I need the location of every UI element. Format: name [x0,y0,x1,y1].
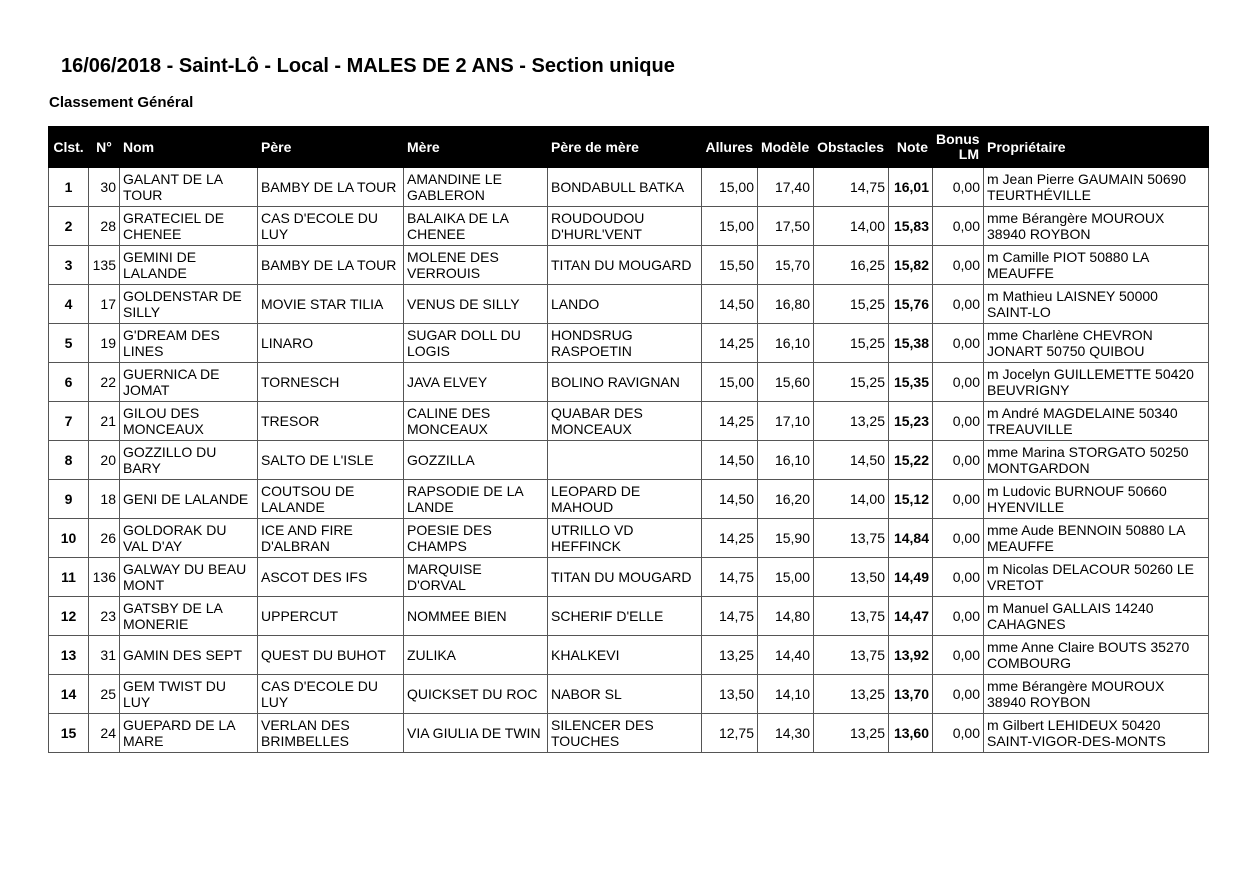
cell-number: 18 [89,480,120,519]
cell-obstacles: 13,75 [814,597,889,636]
page-title: 16/06/2018 - Saint-Lô - Local - MALES DE 2 ANS - Section unique [61,55,675,77]
col-header-number: N° [89,127,120,168]
cell-bonus: 0,00 [933,441,984,480]
cell-bonus: 0,00 [933,246,984,285]
cell-name: GOZZILLO DU BARY [120,441,258,480]
cell-gaits: 14,50 [702,480,758,519]
cell-name: G'DREAM DES LINES [120,324,258,363]
cell-owner: mme Bérangère MOUROUX 38940 ROYBON [984,207,1209,246]
cell-number: 30 [89,168,120,207]
cell-obstacles: 14,75 [814,168,889,207]
cell-obstacles: 14,00 [814,207,889,246]
table-row [49,636,1209,675]
col-header-dam: Mère [404,127,548,168]
cell-sire: TORNESCH [258,363,404,402]
cell-rank: 13 [49,636,89,675]
cell-rank: 10 [49,519,89,558]
cell-owner: m Mathieu LAISNEY 50000 SAINT-LO [984,285,1209,324]
cell-rank: 12 [49,597,89,636]
cell-rank: 8 [49,441,89,480]
cell-score: 16,01 [889,168,933,207]
table-row [49,558,1209,597]
cell-obstacles: 13,75 [814,636,889,675]
cell-model: 14,40 [758,636,814,675]
cell-model: 14,10 [758,675,814,714]
cell-dam-sire: LEOPARD DE MAHOUD [548,480,702,519]
cell-obstacles: 13,25 [814,402,889,441]
cell-owner: m Ludovic BURNOUF 50660 HYENVILLE [984,480,1209,519]
cell-model: 16,10 [758,324,814,363]
cell-gaits: 14,75 [702,558,758,597]
cell-number: 19 [89,324,120,363]
cell-rank: 4 [49,285,89,324]
cell-bonus: 0,00 [933,168,984,207]
cell-model: 16,10 [758,441,814,480]
table-row [49,324,1209,363]
cell-name: GILOU DES MONCEAUX [120,402,258,441]
cell-dam: QUICKSET DU ROC [404,675,548,714]
cell-dam-sire: HONDSRUG RASPOETIN [548,324,702,363]
cell-dam-sire: SILENCER DES TOUCHES [548,714,702,753]
cell-bonus: 0,00 [933,519,984,558]
table-row [49,285,1209,324]
table-row [49,480,1209,519]
table-row [49,207,1209,246]
cell-dam: VENUS DE SILLY [404,285,548,324]
cell-bonus: 0,00 [933,363,984,402]
cell-name: GUEPARD DE LA MARE [120,714,258,753]
cell-name: GENI DE LALANDE [120,480,258,519]
cell-owner: mme Charlène CHEVRON JONART 50750 QUIBOU [984,324,1209,363]
cell-number: 28 [89,207,120,246]
cell-dam: POESIE DES CHAMPS [404,519,548,558]
cell-rank: 9 [49,480,89,519]
cell-rank: 5 [49,324,89,363]
cell-gaits: 14,25 [702,519,758,558]
cell-name: GOLDORAK DU VAL D'AY [120,519,258,558]
cell-sire: COUTSOU DE LALANDE [258,480,404,519]
cell-obstacles: 13,25 [814,714,889,753]
cell-dam: SUGAR DOLL DU LOGIS [404,324,548,363]
cell-owner: m Manuel GALLAIS 14240 CAHAGNES [984,597,1209,636]
cell-bonus: 0,00 [933,324,984,363]
cell-score: 15,23 [889,402,933,441]
table-row [49,519,1209,558]
cell-sire: LINARO [258,324,404,363]
cell-dam: GOZZILLA [404,441,548,480]
cell-rank: 11 [49,558,89,597]
cell-gaits: 14,25 [702,402,758,441]
col-header-sire: Père [258,127,404,168]
cell-sire: CAS D'ECOLE DU LUY [258,675,404,714]
cell-name: GEMINI DE LALANDE [120,246,258,285]
cell-score: 14,84 [889,519,933,558]
col-header-model: Modèle [758,127,814,168]
cell-score: 15,76 [889,285,933,324]
cell-dam-sire: BOLINO RAVIGNAN [548,363,702,402]
table-row [49,246,1209,285]
cell-bonus: 0,00 [933,636,984,675]
cell-number: 20 [89,441,120,480]
cell-score: 15,83 [889,207,933,246]
cell-dam-sire: TITAN DU MOUGARD [548,558,702,597]
cell-number: 17 [89,285,120,324]
cell-gaits: 12,75 [702,714,758,753]
cell-rank: 3 [49,246,89,285]
cell-obstacles: 14,50 [814,441,889,480]
cell-model: 14,30 [758,714,814,753]
cell-dam-sire: LANDO [548,285,702,324]
cell-dam: VIA GIULIA DE TWIN [404,714,548,753]
cell-dam: JAVA ELVEY [404,363,548,402]
table-row [49,714,1209,753]
cell-rank: 7 [49,402,89,441]
cell-gaits: 15,00 [702,363,758,402]
cell-score: 14,47 [889,597,933,636]
cell-obstacles: 13,50 [814,558,889,597]
cell-model: 16,80 [758,285,814,324]
cell-sire: MOVIE STAR TILIA [258,285,404,324]
col-header-rank: Clst. [49,127,89,168]
cell-gaits: 14,25 [702,324,758,363]
cell-model: 17,40 [758,168,814,207]
section-title: Classement Général [49,94,194,111]
cell-sire: TRESOR [258,402,404,441]
cell-model: 16,20 [758,480,814,519]
cell-name: GEM TWIST DU LUY [120,675,258,714]
table-row [49,402,1209,441]
cell-model: 15,00 [758,558,814,597]
cell-dam-sire: ROUDOUDOU D'HURL'VENT [548,207,702,246]
cell-obstacles: 14,00 [814,480,889,519]
cell-gaits: 13,50 [702,675,758,714]
cell-owner: m Camille PIOT 50880 LA MEAUFFE [984,246,1209,285]
cell-model: 15,70 [758,246,814,285]
cell-owner: m Gilbert LEHIDEUX 50420 SAINT-VIGOR-DES-MONTS [984,714,1209,753]
cell-obstacles: 16,25 [814,246,889,285]
table-row [49,675,1209,714]
cell-model: 15,90 [758,519,814,558]
col-header-score: Note [889,127,933,168]
cell-name: GOLDENSTAR DE SILLY [120,285,258,324]
cell-model: 15,60 [758,363,814,402]
cell-score: 13,70 [889,675,933,714]
cell-score: 14,49 [889,558,933,597]
cell-sire: BAMBY DE LA TOUR [258,168,404,207]
table-row [49,168,1209,207]
cell-model: 14,80 [758,597,814,636]
cell-sire: UPPERCUT [258,597,404,636]
cell-dam: NOMMEE BIEN [404,597,548,636]
cell-obstacles: 15,25 [814,285,889,324]
cell-bonus: 0,00 [933,597,984,636]
cell-rank: 1 [49,168,89,207]
cell-sire: CAS D'ECOLE DU LUY [258,207,404,246]
table-row [49,363,1209,402]
cell-sire: VERLAN DES BRIMBELLES [258,714,404,753]
cell-owner: m Jocelyn GUILLEMETTE 50420 BEUVRIGNY [984,363,1209,402]
cell-number: 26 [89,519,120,558]
cell-bonus: 0,00 [933,480,984,519]
cell-score: 15,38 [889,324,933,363]
cell-number: 135 [89,246,120,285]
col-header-bonus [933,127,984,168]
cell-number: 25 [89,675,120,714]
cell-dam-sire: SCHERIF D'ELLE [548,597,702,636]
cell-number: 22 [89,363,120,402]
cell-sire: ASCOT DES IFS [258,558,404,597]
col-header-name: Nom [120,127,258,168]
cell-owner: m André MAGDELAINE 50340 TREAUVILLE [984,402,1209,441]
cell-score: 15,82 [889,246,933,285]
col-header-owner: Propriétaire [984,127,1209,168]
cell-bonus: 0,00 [933,207,984,246]
cell-model: 17,10 [758,402,814,441]
cell-gaits: 14,50 [702,285,758,324]
cell-gaits: 15,50 [702,246,758,285]
cell-score: 15,35 [889,363,933,402]
cell-obstacles: 13,75 [814,519,889,558]
cell-rank: 14 [49,675,89,714]
cell-obstacles: 15,25 [814,324,889,363]
cell-dam: CALINE DES MONCEAUX [404,402,548,441]
cell-name: GATSBY DE LA MONERIE [120,597,258,636]
cell-owner: m Nicolas DELACOUR 50260 LE VRETOT [984,558,1209,597]
cell-name: GAMIN DES SEPT [120,636,258,675]
cell-score: 13,60 [889,714,933,753]
cell-sire: ICE AND FIRE D'ALBRAN [258,519,404,558]
cell-name: GALANT DE LA TOUR [120,168,258,207]
col-header-bonus-line1: Bonus [936,131,980,147]
cell-name: GALWAY DU BEAU MONT [120,558,258,597]
cell-score: 15,12 [889,480,933,519]
col-header-gaits: Allures [702,127,758,168]
cell-sire: SALTO DE L'ISLE [258,441,404,480]
cell-gaits: 13,25 [702,636,758,675]
cell-gaits: 15,00 [702,207,758,246]
cell-rank: 15 [49,714,89,753]
cell-bonus: 0,00 [933,402,984,441]
cell-owner: mme Aude BENNOIN 50880 LA MEAUFFE [984,519,1209,558]
cell-dam-sire: TITAN DU MOUGARD [548,246,702,285]
cell-number: 21 [89,402,120,441]
cell-number: 136 [89,558,120,597]
cell-name: GRATECIEL DE CHENEE [120,207,258,246]
cell-number: 31 [89,636,120,675]
cell-score: 15,22 [889,441,933,480]
results-table [48,126,1209,753]
cell-number: 24 [89,714,120,753]
cell-owner: m Jean Pierre GAUMAIN 50690 TEURTHÉVILLE [984,168,1209,207]
cell-sire: BAMBY DE LA TOUR [258,246,404,285]
cell-sire: QUEST DU BUHOT [258,636,404,675]
cell-dam-sire: NABOR SL [548,675,702,714]
col-header-obstacles: Obstacles [814,127,889,168]
cell-number: 23 [89,597,120,636]
cell-dam-sire: BONDABULL BATKA [548,168,702,207]
col-header-bonus-line2: LM [958,146,979,162]
cell-gaits: 14,50 [702,441,758,480]
cell-bonus: 0,00 [933,675,984,714]
cell-dam-sire: QUABAR DES MONCEAUX [548,402,702,441]
table-row [49,441,1209,480]
cell-name: GUERNICA DE JOMAT [120,363,258,402]
cell-dam-sire: KHALKEVI [548,636,702,675]
table-row [49,597,1209,636]
cell-obstacles: 13,25 [814,675,889,714]
col-header-dam-sire: Père de mère [548,127,702,168]
results-body [49,168,1209,753]
cell-gaits: 14,75 [702,597,758,636]
cell-owner: mme Marina STORGATO 50250 MONTGARDON [984,441,1209,480]
cell-obstacles: 15,25 [814,363,889,402]
cell-dam-sire [548,441,702,480]
cell-bonus: 0,00 [933,714,984,753]
table-header-row [49,127,1209,168]
cell-dam: BALAIKA DE LA CHENEE [404,207,548,246]
cell-owner: mme Bérangère MOUROUX 38940 ROYBON [984,675,1209,714]
cell-dam: RAPSODIE DE LA LANDE [404,480,548,519]
cell-bonus: 0,00 [933,558,984,597]
cell-dam: MARQUISE D'ORVAL [404,558,548,597]
cell-bonus: 0,00 [933,285,984,324]
cell-owner: mme Anne Claire BOUTS 35270 COMBOURG [984,636,1209,675]
cell-model: 17,50 [758,207,814,246]
cell-rank: 2 [49,207,89,246]
cell-dam: MOLENE DES VERROUIS [404,246,548,285]
cell-dam: ZULIKA [404,636,548,675]
cell-dam: AMANDINE LE GABLERON [404,168,548,207]
cell-dam-sire: UTRILLO VD HEFFINCK [548,519,702,558]
cell-gaits: 15,00 [702,168,758,207]
cell-score: 13,92 [889,636,933,675]
cell-rank: 6 [49,363,89,402]
